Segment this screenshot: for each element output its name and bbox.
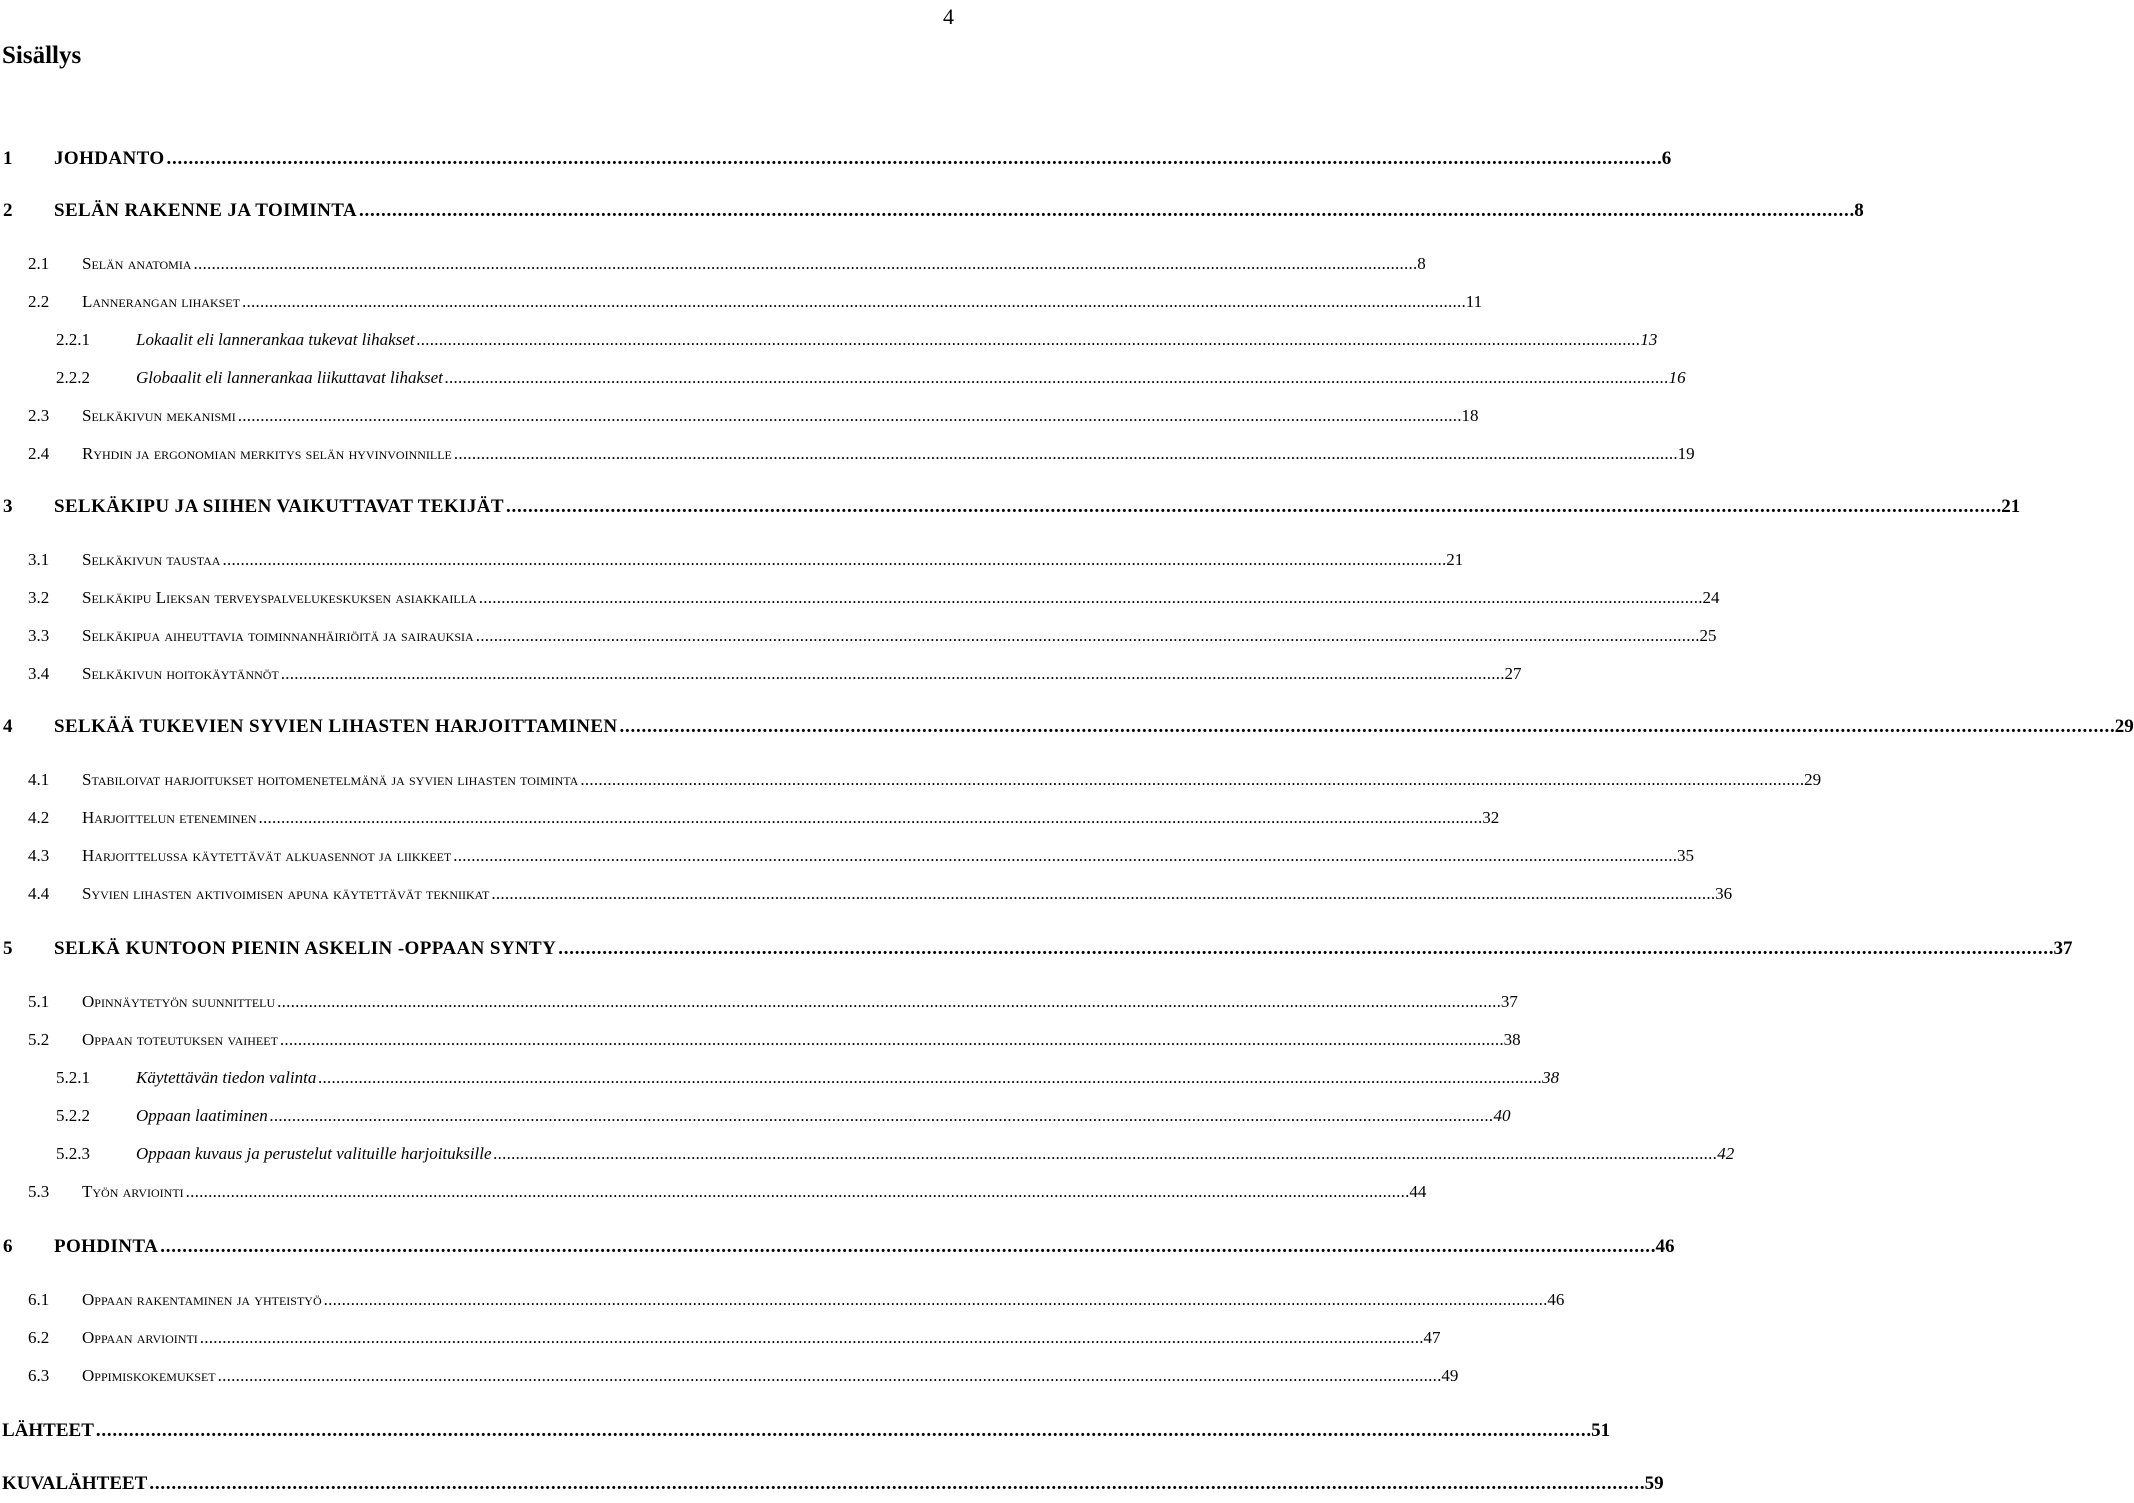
toc-entry-page: 49	[1441, 1366, 1459, 1385]
toc-entry[interactable]	[0, 1144, 1735, 1174]
dot-leader	[417, 330, 1639, 350]
page-number: 4	[943, 4, 954, 29]
toc-entry[interactable]	[0, 626, 1717, 656]
toc-entry[interactable]	[0, 1473, 1664, 1503]
toc-entry-page: 59	[1644, 1473, 1664, 1494]
dot-leader	[506, 496, 1999, 518]
toc-entry[interactable]	[0, 200, 1864, 230]
toc-entry[interactable]	[0, 292, 1483, 322]
toc-entry-page: 29	[2114, 716, 2134, 737]
toc-entry-label: Oppaan rakentaminen ja yhteistyö	[82, 1290, 322, 1309]
toc-entry-number: 5.2	[28, 1030, 50, 1049]
toc-entry[interactable]	[0, 770, 1822, 800]
toc-entry[interactable]	[0, 1328, 1441, 1358]
toc-entry-label: Selän anatomia	[82, 254, 192, 273]
toc-entry[interactable]	[0, 846, 1694, 876]
toc-entry-page: 25	[1699, 626, 1717, 645]
toc-entry-label: Globaalit eli lannerankaa liikuttavat lihakset	[136, 368, 443, 387]
toc-entry-label: Harjoittelussa käytettävät alkuasennot ja liikkeet	[82, 846, 452, 865]
toc-entry-label: LÄHTEET	[2, 1420, 94, 1441]
toc-entry[interactable]	[0, 148, 1672, 178]
toc-entry-number: 2.3	[28, 406, 50, 425]
toc-entry-label: Oppimiskokemukset	[82, 1366, 216, 1385]
toc-entry-number: 3.2	[28, 588, 50, 607]
toc-entry[interactable]	[0, 716, 2134, 746]
toc-entry-number: 3.4	[28, 664, 50, 683]
toc-entry-number: 4.2	[28, 808, 50, 827]
toc-title: Sisällys	[2, 42, 82, 69]
toc-entry-label: Harjoittelun eteneminen	[82, 808, 257, 827]
toc-entry-page: 40	[1493, 1106, 1511, 1125]
dot-leader	[491, 884, 1713, 904]
toc-entry-label: Selkäkivun mekanismi	[82, 406, 236, 425]
toc-entry-page: 36	[1715, 884, 1733, 903]
toc-entry-label: SELKÄKIPU JA SIIHEN VAIKUTTAVAT TEKIJÄT	[54, 496, 504, 517]
toc-entry-label: Oppaan laatiminen	[136, 1106, 268, 1125]
toc-entry-number: 2.4	[28, 444, 50, 463]
toc-entry-page: 32	[1482, 808, 1500, 827]
toc-entry-page: 18	[1461, 406, 1479, 425]
dot-leader	[160, 1236, 1653, 1258]
toc-entry-label: Selkäkivun taustaa	[82, 550, 221, 569]
toc-entry-label: Stabiloivat harjoitukset hoitomenetelmänä ja syvien lihasten toiminta	[82, 770, 579, 789]
toc-entry-number: 5	[3, 938, 13, 959]
toc-entry[interactable]	[0, 1366, 1459, 1396]
toc-entry-page: 6	[1661, 148, 1672, 169]
toc-entry-label: Syvien lihasten aktivoimisen apuna käytettävät tekniikat	[82, 884, 490, 903]
dot-leader	[200, 1328, 1422, 1348]
toc-entry[interactable]	[0, 550, 1464, 580]
toc-entry-label: Oppaan toteutuksen vaiheet	[82, 1030, 278, 1049]
dot-leader	[242, 292, 1464, 312]
toc-entry-page: 42	[1717, 1144, 1735, 1163]
toc-entry-page: 47	[1423, 1328, 1441, 1347]
toc-entry-label: Selkäkipua aiheuttavia toiminnanhäiriöitä ja sairauksia	[82, 626, 474, 645]
toc-entry-number: 2.1	[28, 254, 50, 273]
toc-entry[interactable]	[0, 992, 1518, 1022]
toc-entry-number: 4.1	[28, 770, 50, 789]
dot-leader	[453, 846, 1675, 866]
toc-entry-label: SELKÄ KUNTOON PIENIN ASKELIN -OPPAAN SYNTY	[54, 938, 557, 959]
toc-entry-number: 5.2.1	[56, 1068, 90, 1087]
dot-leader	[580, 770, 1802, 790]
dot-leader	[324, 1290, 1546, 1310]
toc-entry-label: SELÄN RAKENNE JA TOIMINTA	[54, 200, 357, 221]
toc-entry-number: 5.1	[28, 992, 50, 1011]
dot-leader	[149, 1473, 1642, 1495]
dot-leader	[259, 808, 1481, 828]
toc-entry-number: 2.2.1	[56, 330, 90, 349]
dot-leader	[445, 368, 1667, 388]
dot-leader	[167, 148, 1660, 170]
toc-entry[interactable]	[0, 1182, 1427, 1212]
toc-entry-label: Opinnäytetyön suunnittelu	[82, 992, 276, 1011]
toc-entry-page: 24	[1702, 588, 1720, 607]
toc-entry-page: 27	[1504, 664, 1522, 683]
dot-leader	[281, 664, 1503, 684]
toc-entry-page: 21	[1446, 550, 1464, 569]
toc-entry-label: Oppaan kuvaus ja perustelut valituille harjoituksille	[136, 1144, 492, 1163]
toc-entry[interactable]	[0, 588, 1720, 618]
toc-entry-page: 37	[2053, 938, 2073, 959]
toc-entry-label: JOHDANTO	[54, 148, 165, 169]
dot-leader	[318, 1068, 1540, 1088]
toc-entry-label: Käytettävän tiedon valinta	[136, 1068, 317, 1087]
dot-leader	[476, 626, 1698, 646]
toc-entry-number: 1	[3, 148, 13, 169]
toc-entry-page: 19	[1677, 444, 1695, 463]
toc-entry-page: 11	[1465, 292, 1483, 311]
dot-leader	[454, 444, 1676, 464]
toc-entry-number: 2.2	[28, 292, 50, 311]
dot-leader	[238, 406, 1460, 426]
toc-entry-number: 6.3	[28, 1366, 50, 1385]
toc-entry-number: 2	[3, 200, 13, 221]
toc-entry-page: 44	[1409, 1182, 1427, 1201]
toc-entry-number: 6.1	[28, 1290, 50, 1309]
toc-entry-page: 51	[1591, 1420, 1611, 1441]
toc-entry-page: 21	[2001, 496, 2021, 517]
toc-entry-number: 4.4	[28, 884, 50, 903]
toc-entry-label: Oppaan arviointi	[82, 1328, 198, 1347]
toc-entry[interactable]	[0, 664, 1522, 694]
toc-entry-page: 35	[1676, 846, 1694, 865]
dot-leader	[494, 1144, 1716, 1164]
toc-entry[interactable]	[0, 406, 1479, 436]
toc-entry[interactable]	[0, 1236, 1675, 1266]
toc-entry-label: POHDINTA	[54, 1236, 159, 1257]
dot-leader	[479, 588, 1701, 608]
toc-entry-number: 3	[3, 496, 13, 517]
toc-entry-label: Lannerangan lihakset	[82, 292, 240, 311]
toc-entry[interactable]	[0, 496, 2021, 526]
toc-entry[interactable]	[0, 1030, 1521, 1060]
toc-entry-number: 5.2.2	[56, 1106, 90, 1125]
dot-leader	[277, 992, 1499, 1012]
dot-leader	[620, 716, 2113, 738]
toc-entry-label: KUVALÄHTEET	[2, 1473, 148, 1494]
toc-entry-label: Ryhdin ja ergonomian merkitys selän hyvinvoinnille	[82, 444, 452, 463]
dot-leader	[193, 254, 1415, 274]
toc-entry-number: 5.2.3	[56, 1144, 90, 1163]
toc-entry-page: 8	[1417, 254, 1426, 273]
toc-entry-number: 3.1	[28, 550, 50, 569]
toc-entry-number: 6.2	[28, 1328, 50, 1347]
toc-entry-number: 3.3	[28, 626, 50, 645]
toc-entry-number: 5.3	[28, 1182, 50, 1201]
toc-entry-page: 37	[1500, 992, 1518, 1011]
toc-entry-label: Lokaalit eli lannerankaa tukevat lihakset	[136, 330, 415, 349]
toc-entry[interactable]	[0, 1420, 1611, 1450]
toc-entry[interactable]	[0, 330, 1658, 360]
dot-leader	[218, 1366, 1440, 1386]
toc-entry-page: 46	[1655, 1236, 1675, 1257]
toc-entry-number: 4.3	[28, 846, 50, 865]
toc-entry[interactable]	[0, 808, 1500, 838]
toc-entry-page: 29	[1804, 770, 1822, 789]
toc-entry-number: 2.2.2	[56, 368, 90, 387]
toc-entry[interactable]	[0, 1290, 1565, 1320]
toc-entry[interactable]	[0, 368, 1686, 398]
dot-leader	[222, 550, 1444, 570]
toc-entry-page: 38	[1503, 1030, 1521, 1049]
toc-entry[interactable]	[0, 1068, 1560, 1098]
toc-entry-page: 13	[1640, 330, 1658, 349]
dot-leader	[186, 1182, 1408, 1202]
toc-entry-label: Työn arviointi	[82, 1182, 184, 1201]
dot-leader	[280, 1030, 1502, 1050]
dot-leader	[270, 1106, 1492, 1126]
toc-entry-page: 16	[1668, 368, 1686, 387]
toc-entry-number: 4	[3, 716, 13, 737]
dot-leader	[359, 200, 1852, 222]
dot-leader	[558, 938, 2051, 960]
toc-entry-number: 6	[3, 1236, 13, 1257]
toc-entry-label: Selkäkipu Lieksan terveyspalvelukeskuksen asiakkailla	[82, 588, 477, 607]
dot-leader	[96, 1420, 1589, 1442]
toc-entry-label: SELKÄÄ TUKEVIEN SYVIEN LIHASTEN HARJOITTAMINEN	[54, 716, 618, 737]
toc-entry[interactable]	[0, 1106, 1511, 1136]
toc-entry[interactable]	[0, 444, 1695, 474]
toc-entry-page: 38	[1542, 1068, 1560, 1087]
toc-entry[interactable]	[0, 884, 1733, 914]
toc-entry-page: 46	[1547, 1290, 1565, 1309]
toc-entry-label: Selkäkivun hoitokäytännöt	[82, 664, 279, 683]
toc-entry[interactable]	[0, 938, 2073, 968]
toc-entry[interactable]	[0, 254, 1426, 284]
toc-entry-page: 8	[1854, 200, 1864, 221]
